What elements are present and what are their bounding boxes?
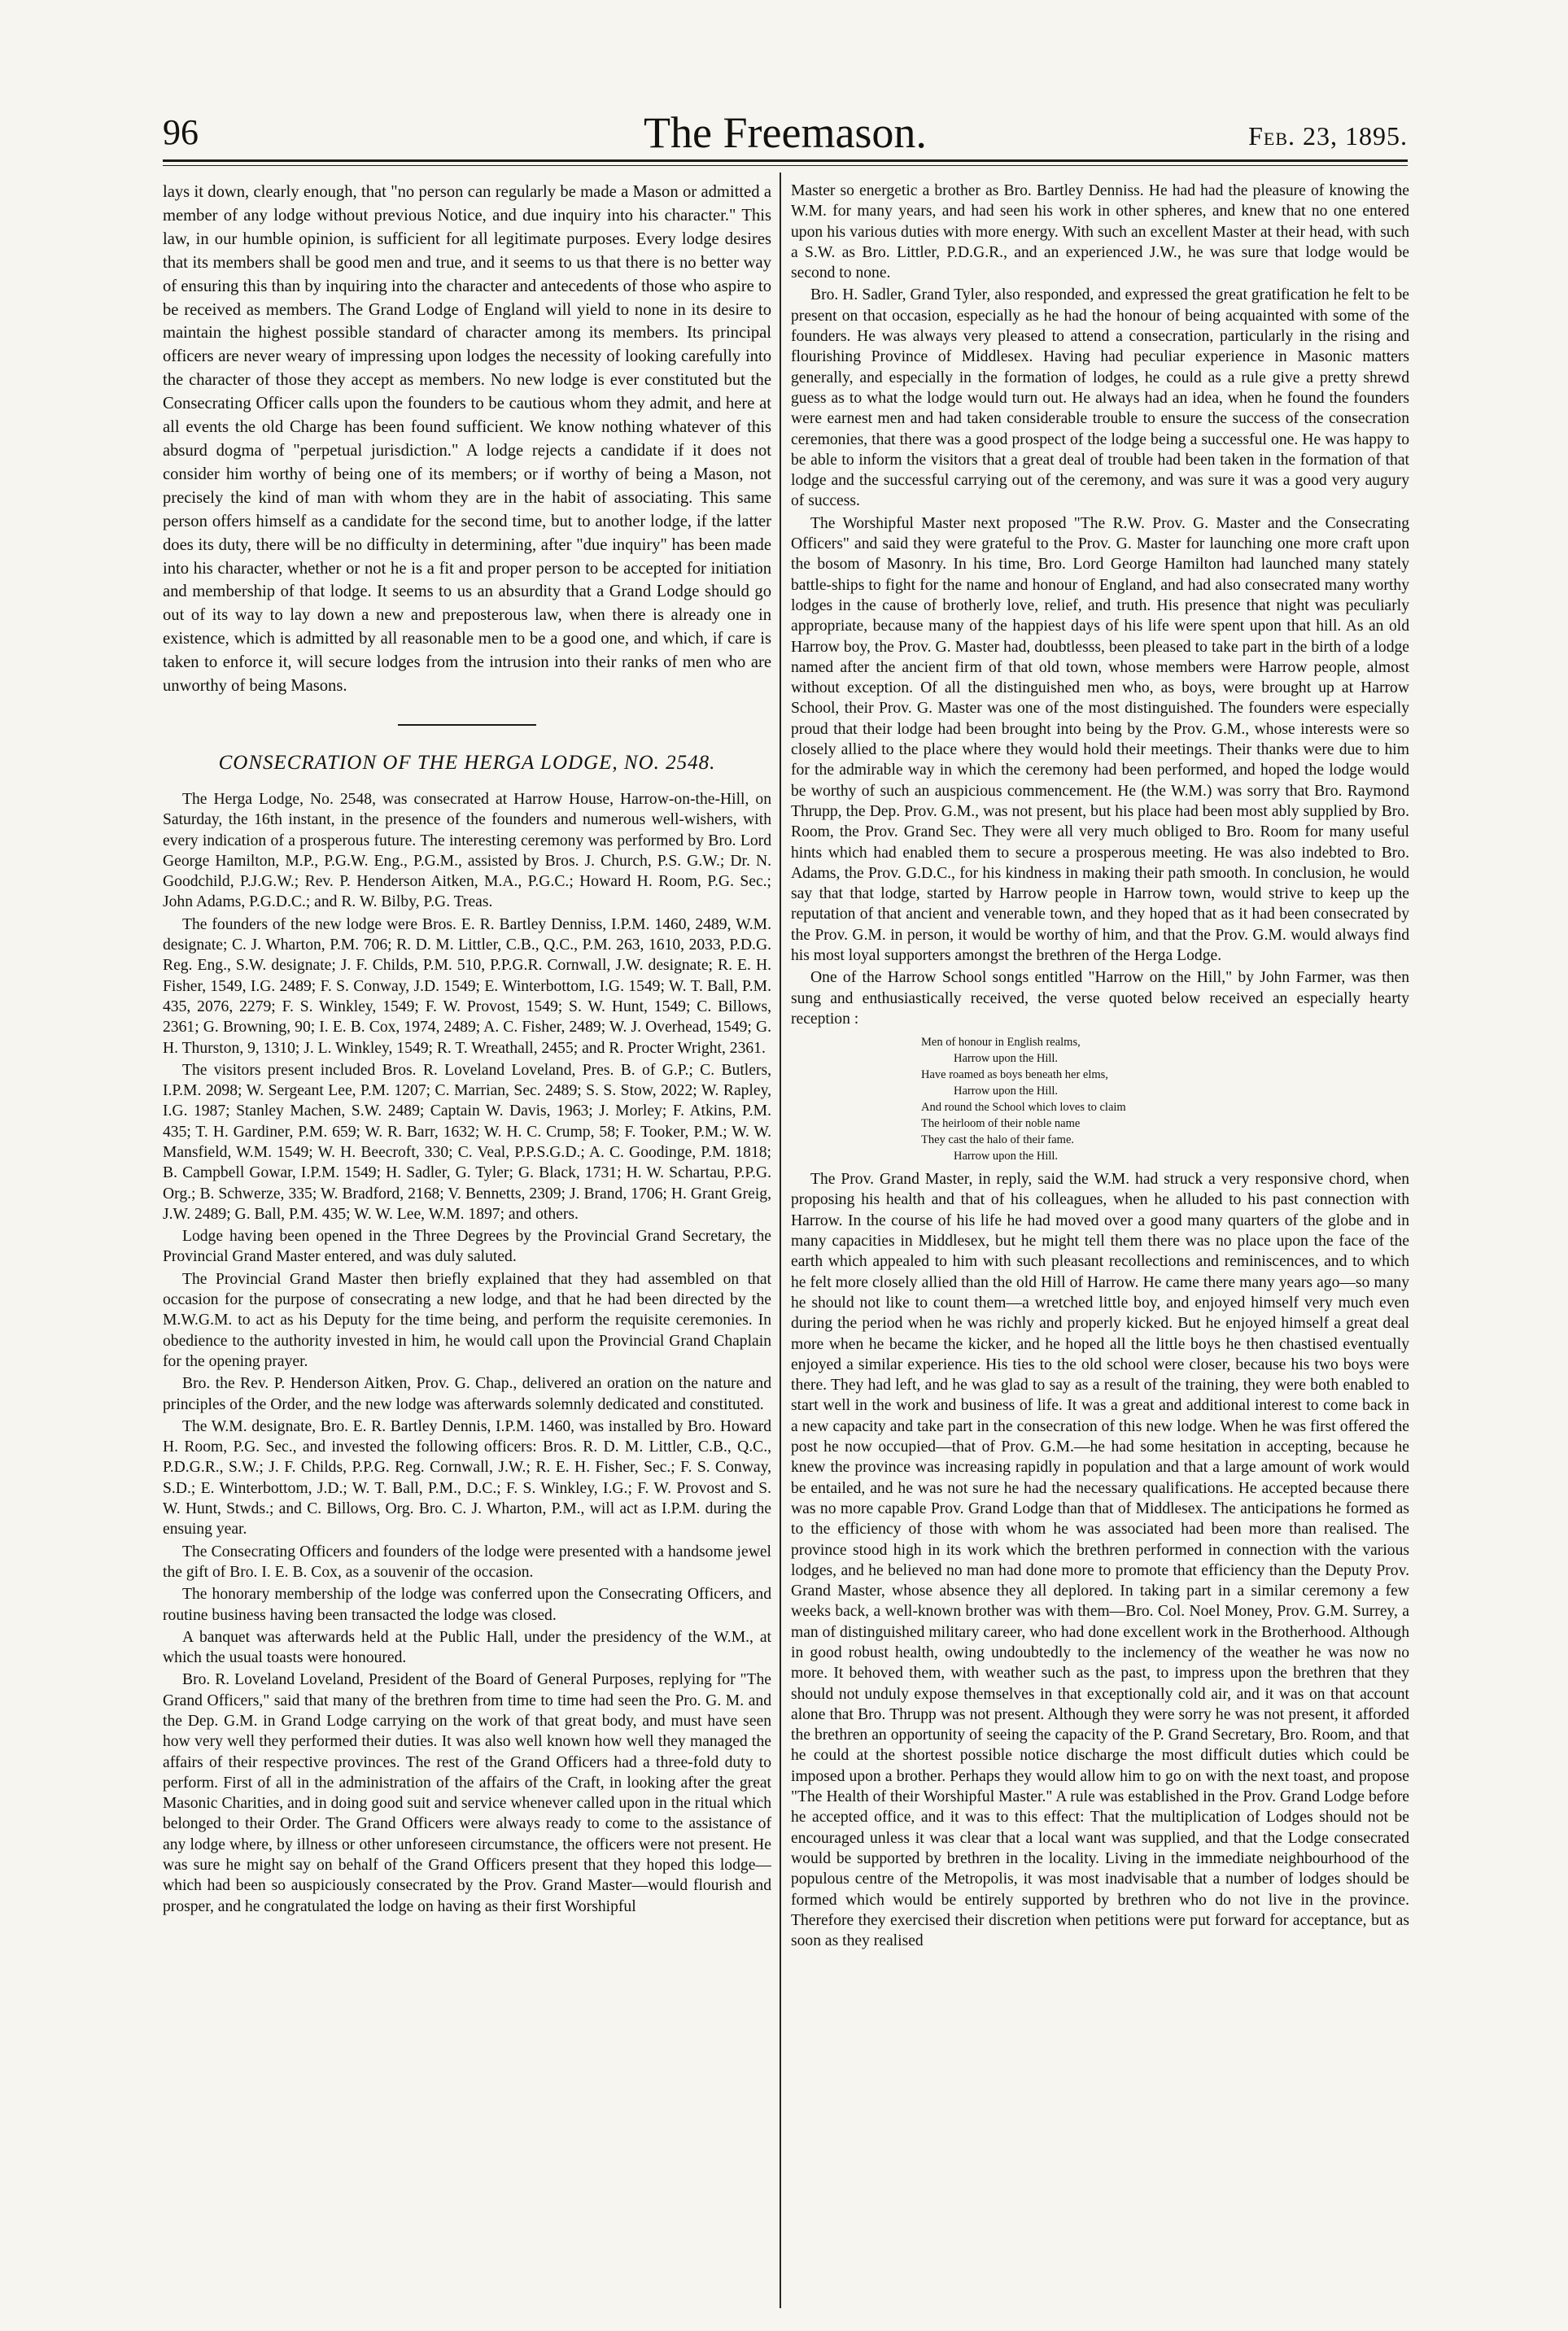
verse-line: Have roamed as boys beneath her elms, <box>921 1068 1108 1082</box>
article-paragraph: Bro. the Rev. P. Henderson Aitken, Prov. G. Chap., delivered an oration on the nature and principles of the Order, and the new lodge was afterwards solemnly dedicated and constituted. <box>163 1375 771 1413</box>
article-paragraph: The Consecrating Officers and founders of the lodge were presented with a handsome jewel the gift of Bro. I. E. B. Cox, as a souvenir of the occasion. <box>163 1543 771 1581</box>
verse-line: Harrow upon the Hill. <box>954 1052 1059 1066</box>
issue-date: Feb. 23, 1895. <box>1248 121 1408 151</box>
masthead <box>163 110 1408 159</box>
article-paragraph: The W.M. designate, Bro. E. R. Bartley Dennis, I.P.M. 1460, was installed by Bro. Howard H. Room, P.G. Sec., and invested the following officers: Bros. R. D. M. Littler, C.B., Q.C., P.D.G.R., S.W.; J. F. Childs, P.P.G. Reg. Cornwall, J.W.; R. E. H. Fisher, Sec.; F. S. Conway, S.D.; E. Winterbottom, J.D.; W. T. Ball, P.M., D.C.; F. S. Winkley, I.G.; F. W. Provost and S. W. Hunt, Stwds.; and C. Billows, Org. Bro. C. J. Wharton, P.M., will act as I.P.M. during the ensuing year. <box>163 1417 771 1539</box>
header-rule <box>163 159 1408 162</box>
article-paragraph: The Provincial Grand Master then briefly explained that they had assembled on that occasion for the purpose of consecrating a new lodge, and that he had been directed by the M.W.G.M. to act as his Deputy for the time being, and perform the requisite ceremonies. In obedience to the authority invested in him, he would call upon the Provincial Grand Chaplain for the opening prayer. <box>163 1270 771 1370</box>
song-paragraph: One of the Harrow School songs entitled "Harrow on the Hill," by John Farmer, was then sung and enthusiastically received, the verse quoted below received an especially hearty reception : <box>791 969 1409 1028</box>
right-column <box>791 181 1409 2308</box>
verse-line: Men of honour in English realms, <box>921 1036 1081 1050</box>
speech-paragraph: Bro. H. Sadler, Grand Tyler, also responded, and expressed the great gratification he felt to be present on that occasion, especially as he had the honour of being acquainted with some of the founders. He was always very pleased to attend a consecration, particularly in the rising and flourishing Province of Middlesex. Having had peculiar experience in Masonic matters generally, and especially in the formation of lodges, he could as a rule give a pretty shrewd guess as to what the lodge would turn out. He always had an idea, when he found the founders were earnest men and had taken considerable trouble to ensure the success of the consecration ceremonies, that there was a good prospect of the lodge being a successful one. He was happy to be able to inform the visitors that a great deal of trouble had been taken in the formation of that lodge and the successful carrying out of the ceremony, and was sure it was a good very augury of success. <box>791 286 1409 510</box>
editorial-paragraph: lays it down, clearly enough, that "no person can regularly be made a Mason or admitted a member of any lodge without previous Notice, and due inquiry into his character." This law, in our humble opinion, is sufficient for all legitimate purposes. Every lodge desires that its members shall be good men and true, and it seems to us that there is no better way of ensuring this than by inquiring into the character and antecedents of those who aspire to be received as members. The Grand Lodge of England will yield to none in its desire to maintain the highest possible standard of character among its members. Its principal officers are never weary of impressing upon lodges the necessity of looking carefully into the character of those they accept as members. No new lodge is ever constituted but the Consecrating Officer calls upon the founders to be cautious whom they admit, and here at all events the old Charge has been found sufficient. We know nothing whatever of this absurd dogma of "perpetual jurisdiction." A lodge rejects a candidate if it does not consider him worthy of being one of its members; or if worthy of being a Mason, not precisely the kind of man with whom they are in the habit of associating. This same person offers himself as a candidate for the second time, but to another lodge, if the latter does its duty, there will be no difficulty in determining, after "due inquiry" has been made into his character, whether or not he is a fit and proper person to be accepted for initiation and membership of that lodge. It seems to us an absurdity that a Grand Lodge should go out of its way to lay down a new and preposterous law, when there is already one in existence, which is admitted by all reasonable men to be a good one, and which, if care is taken to enforce it, will secure lodges from the intrusion into their ranks of men who are unworthy of being Masons. <box>163 183 771 696</box>
verse-line: And round the School which loves to claim <box>921 1101 1126 1115</box>
song-verse <box>921 1034 1409 1164</box>
section-divider <box>398 724 536 726</box>
column-divider <box>780 172 781 2308</box>
page-number: 96 <box>163 112 199 152</box>
article-paragraph: Lodge having been opened in the Three Degrees by the Provincial Grand Secretary, the Provincial Grand Master entered, and was duly saluted. <box>163 1228 771 1266</box>
article-paragraph: A banquet was afterwards held at the Public Hall, under the presidency of the W.M., at which the usual toasts were honoured. <box>163 1628 771 1667</box>
visitors-paragraph: The visitors present included Bros. R. Loveland Loveland, Pres. B. of G.P.; C. Butlers, I.P.M. 2098; W. Sergeant Lee, P.M. 1207; C. Marrian, Sec. 2489; S. S. Stow, 2022; W. Rapley, I.G. 1987; Stanley Machen, S.W. 2489; Captain W. Davis, 1963; J. Morley; F. Atkins, P.M. 435; T. H. Gardiner, P.M. 659; W. R. Barr, 1632; W. H. C. Crump, 58; F. Tooker, P.M.; W. W. Mansfield, W.M. 1549; W. H. Beecroft, 330; C. Veal, P.P.S.G.D.; A. C. Goodinge, P.M. 1818; B. Campbell Gowar, I.P.M. 1549; H. Sadler, G. Tyler; G. Black, 1731; H. W. Schartau, P.P.G. Org.; B. Schwerze, 335; W. Bradford, 2168; V. Bennetts, 2309; J. Brand, 1706; H. Grant Greig, J.W. 2489; G. Ball, P.M. 435; W. W. Lee, W.M. 1897; and others. <box>163 1061 771 1223</box>
verse-line: The heirloom of their noble name <box>921 1117 1081 1131</box>
header-rule-thin <box>163 165 1408 166</box>
verse-line: They cast the halo of their fame. <box>921 1133 1075 1147</box>
toast-paragraph: The Worshipful Master next proposed "The R.W. Prov. G. Master and the Consecrating Officers" and said they were grateful to the Prov. G. Master for launching one more craft upon the bosom of Masonry. In his time, Bro. Lord George Hamilton had launched many stately battle-ships to fight for the name and honour of England, and had also consecrated many worthy lodges in the cause of brotherly love, relief, and truth. His presence that night was peculiarly appropriate, because many of the happiest days of his life were spent upon that hill. As an old Harrow boy, the Prov. G. Master had, doubtlesss, been pleased to take part in the birth of a lodge named after the ancient firm of that old town, whose members were Harrow people, almost without exception. Of all the distinguished men who, as boys, were brought up at Harrow School, their Prov. G. Master was one of the most distinguished. The founders were especially proud that their lodge had been brought into being by the Prov. G.M., whose interests were so closely allied to the place where they would hold their meetings. Their thanks were due to him for the admirable way in which the ceremony had been performed, and hoped the lodge would be worthy of such an auspicious commencement. He (the W.M.) was sorry that Bro. Raymond Thrupp, the Dep. Prov. G.M., was not present, but his place had been most ably supplied by Bro. Room, the Prov. Grand Sec. They were all very much obliged to Bro. Room for many useful hints which had enabled them to secure a prosperous meeting. He was also indebted to Bro. Adams, the Prov. G.D.C., for his kindness in making their path smooth. In conclusion, he would say that that lodge, started by Harrow people in Harrow town, would strive to keep up the reputation of that ancient and venerable town, and they hoped that as it had been consecrated by the Prov. G.M. in person, it would be worthy of him, and that the Prov. G.M. would always find his most loyal supporters amongst the brethren of the Herga Lodge. <box>791 514 1409 964</box>
speech-paragraph: Bro. R. Loveland Loveland, President of the Board of General Purposes, replying for "The Grand Officers," said that many of the brethren from time to time had seen the Pro. G. M. and the Dep. G.M. in Grand Lodge carrying on the work of that great body, and must have seen how very well they performed their duties. It was also well known how well they managed the affairs of their respective provinces. The rest of the Grand Officers had a three-fold duty to perform. First of all in the administration of the affairs of the Craft, in looking after the great Masonic Charities, and in doing good suit and service whenever called upon in the ritual which belonged to their Order. The Grand Officers were always ready to come to the assistance of any lodge where, by illness or other unforeseen circumstance, the officers were not present. He was sure he might say on behalf of the Grand Officers present that they hoped this lodge—which had been so auspiciously consecrated by the Prov. Grand Master—would flourish and prosper, and he congratulated the lodge on having as their first Worshipful <box>163 1671 771 1915</box>
speech-paragraph: Master so energetic a brother as Bro. Bartley Denniss. He had had the pleasure of knowing the W.M. for many years, and had seen his work in other spheres, and knew that no one entered upon his various duties with more energy. With such an excellent Master at their head, with such a S.W. as Bro. Littler, P.D.G.R., and an experienced J.W., he was sure that lodge would be second to none. <box>791 182 1409 282</box>
article-paragraph: The honorary membership of the lodge was conferred upon the Consecrating Officers, and routine business having been transacted the lodge was closed. <box>163 1586 771 1624</box>
founders-paragraph: The founders of the new lodge were Bros. E. R. Bartley Denniss, I.P.M. 1460, 2489, W.M. designate; C. J. Wharton, P.M. 706; R. D. M. Littler, C.B., Q.C., P.M. 263, 1610, 2033, P.D.G. Reg. Eng., S.W. designate; J. F. Childs, P.M. 510, P.P.G.R. Cornwall, J.W. designate; R. E. H. Fisher, 1549, I.G. 2489; F. S. Conway, J.D. 1549; E. Winterbottom, I.G. 1549; W. T. Ball, P.M. 435, 2076, 2279; F. S. Winkley, 1549; F. W. Provost, 1549; S. W. Hunt, 1549; C. Billows, 2361; G. Browning, 90; I. E. B. Cox, 1974, 2489; A. C. Fisher, 2489; W. J. Overhead, 1549; G. H. Thurston, 9, 1310; J. L. Winkley, 1549; R. T. Wreathall, 2455; and R. Procter Wright, 2361. <box>163 915 771 1057</box>
verse-line: Harrow upon the Hill. <box>954 1085 1059 1098</box>
newspaper-title: The Freemason. <box>644 108 927 157</box>
article-paragraph: The Herga Lodge, No. 2548, was consecrated at Harrow House, Harrow-on-the-Hill, on Saturday, the 16th instant, in the presence of the founders and numerous well-wishers, with every indication of a prosperous future. The interesting ceremony was performed by Bro. Lord George Hamilton, M.P., P.G.W. Eng., P.G.M., assisted by Bros. J. Church, P.S. G.W.; Dr. N. Goodchild, P.J.G.W.; Rev. P. Henderson Aitken, M.A., P.G.C.; Howard H. Room, P.G. Sec.; John Adams, P.G.D.C.; and R. W. Bilby, P.G. Treas. <box>163 790 771 911</box>
reply-paragraph: The Prov. Grand Master, in reply, said the W.M. had struck a very responsive chord, when proposing his health and that of his colleagues, when he alluded to his past connection with Harrow. In the course of his life he had moved over a good many quarters of the globe and in many capacities in Middlesex, but he might tell them there was no place upon the face of the earth which appealed to him with such pleasant recollections and reminiscences, and to which he felt more closely allied than the old Hill of Harrow. He came there many years ago—so many he should not like to count them—a wretched little boy, and enjoyed himself very much even during the period when he was richly and properly kicked. But he enjoyed himself a great deal more when he became the kicker, and he hoped all the little boys he then chastised eventually enjoyed a similar experience. His ties to the old school were closer, because his two boys were there. They had left, and he was glad to say as a result of the training, they were both enabled to start well in the work and business of life. It was a great and additional interest to come back in a new capacity and take part in the consecration of this new lodge. When he was first offered the post he now occupied—that of Prov. G.M.—he had some hesitation in accepting, because he knew the province was increasing rapidly in population and that a large amount of work would be entailed, and he was not sure he had the necessary qualifications. He accepted because there was no more capable Prov. Grand Lodge than that of Middlesex. The anticipations he formed as to the efficiency of those with whom he was associated had been more than realised. The province stood high in its work which the brethren performed in connection with the various lodges, and he believed no man had done more to promote that efficiency than the Deputy Prov. Grand Master, whose absence they all deplored. In taking part in a similar ceremony a few weeks back, a well-known brother was with them—Bro. Col. Noel Money, Prov. G.M. Surrey, a man of distinguished military career, who had done excellent work in the Brotherhood. Although in good robust health, owing undoubtedly to the inclemency of the weather he was now no more. It behoved them, with weather such as the past, to impress upon the brethren that they should not unduly expose themselves in that exceptionally cold air, and it was on that account alone that Bro. Thrupp was not present. Although they were sorry he was not present, it afforded the brethren an opportunity of seeing the capacity of the P. Grand Secretary, Bro. Room, and that he could at the shortest possible notice discharge the most difficult duties which could be imposed upon a brother. Perhaps they would allow him to go on with the next toast, and propose "The Health of their Worshipful Master." A rule was established in the Prov. Grand Lodge before he accepted office, and it was to this effect: That the multiplication of Lodges should not be encouraged unless it was clear that a local want was supplied, and that the Lodge consecrated would be supported by brethren in the locality. Living in the immediate neighbourhood of the populous centre of the Metropolis, it was most inadvisable that a number of lodges should be formed which would be entirely supported by brethren who do not live in the province. Therefore they exercised their discretion when petitions were put forward for acceptance, but as soon as they realised <box>791 1171 1409 1950</box>
article-heading: CONSECRATION OF THE HERGA LODGE, NO. 2548. <box>218 751 716 774</box>
verse-line: Harrow upon the Hill. <box>954 1150 1059 1163</box>
left-column <box>163 181 771 2308</box>
